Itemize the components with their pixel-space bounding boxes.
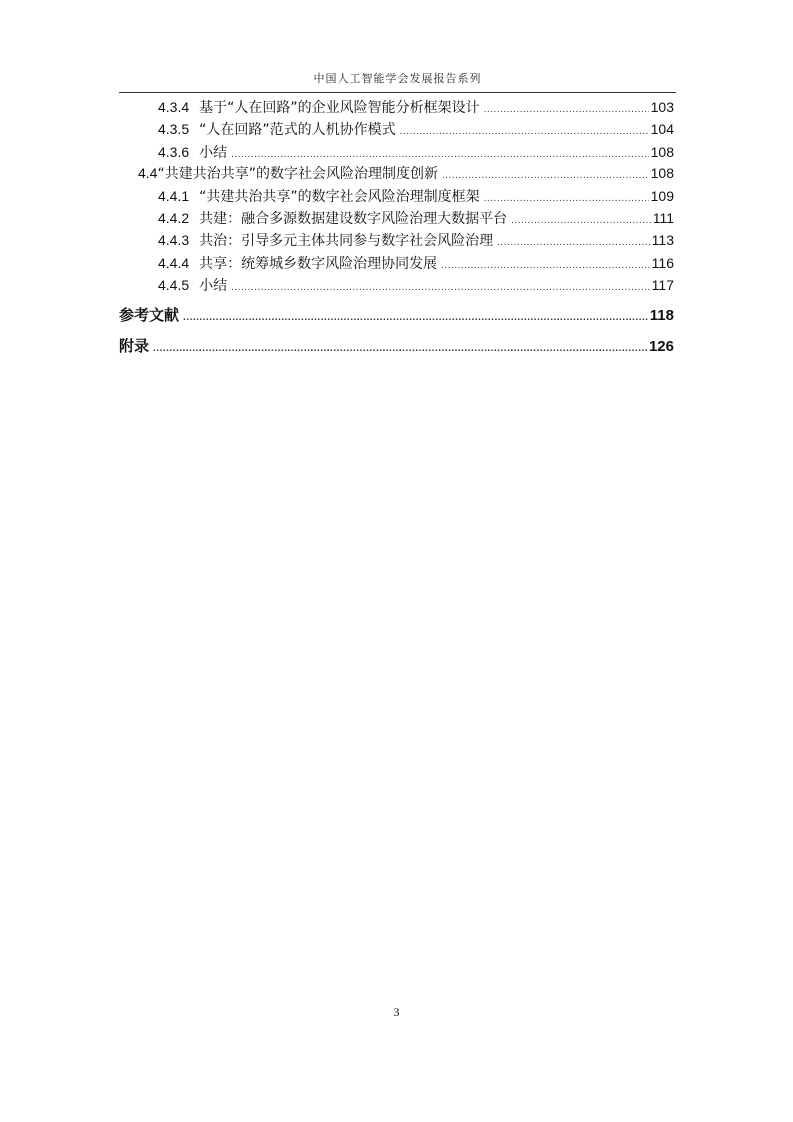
toc-entry-4-4-2[interactable] bbox=[158, 207, 674, 229]
toc-dot-leader bbox=[400, 121, 649, 143]
toc-entry-title: 共建：融合多源数据建设数字风险治理大数据平台 bbox=[199, 211, 508, 227]
toc-entry-title: 小结 bbox=[199, 145, 228, 161]
toc-entry-number: 4.4 bbox=[138, 165, 158, 181]
toc-entry-appendix[interactable] bbox=[119, 331, 674, 361]
toc-entry-number: 4.4.4 bbox=[158, 255, 190, 271]
toc-entry-page: 126 bbox=[648, 338, 674, 355]
toc-entry-page: 118 bbox=[649, 307, 674, 324]
toc-entry-number: 4.3.4 bbox=[158, 99, 190, 115]
toc-entry-page: 111 bbox=[652, 210, 674, 226]
toc-dot-leader bbox=[231, 277, 650, 299]
toc-entry-number: 4.4.1 bbox=[158, 188, 190, 204]
toc-entry-title: 共享：统筹城乡数字风险治理协同发展 bbox=[199, 256, 438, 272]
toc-entry-title: 基于“人在回路”的企业风险智能分析框架设计 bbox=[199, 100, 480, 116]
running-header: 中国人工智能学会发展报告系列 bbox=[313, 72, 482, 85]
toc-entry-4-4-4[interactable] bbox=[158, 252, 674, 274]
toc-entry-number: 4.4.2 bbox=[158, 210, 190, 226]
toc-entry-page: 113 bbox=[651, 232, 674, 248]
toc-entry-number: 4.3.6 bbox=[158, 144, 190, 160]
toc-entry-page: 108 bbox=[650, 144, 674, 160]
toc-entry-title: 小结 bbox=[199, 278, 228, 294]
toc-entry-number: 4.3.5 bbox=[158, 121, 190, 137]
toc-entry-title: “人在回路”范式的人机协作模式 bbox=[199, 122, 396, 138]
toc-entry-page: 108 bbox=[650, 165, 674, 181]
toc-entry-title: 参考文献 bbox=[119, 306, 180, 324]
toc-entry-page: 104 bbox=[650, 121, 674, 137]
toc-entry-title: “共建共治共享”的数字社会风险治理制度创新 bbox=[157, 166, 438, 182]
toc-entry-title: “共建共治共享”的数字社会风险治理制度框架 bbox=[199, 189, 480, 205]
toc-entry-references[interactable] bbox=[119, 300, 674, 330]
toc-entry-4-4-1[interactable] bbox=[158, 185, 674, 207]
toc-entry-4-3-4[interactable] bbox=[158, 96, 674, 118]
toc-entry-4-4-3[interactable] bbox=[158, 229, 674, 251]
toc-entry-number: 4.4.5 bbox=[158, 277, 190, 293]
toc-dot-leader bbox=[153, 334, 647, 364]
toc-entry-page: 116 bbox=[651, 255, 674, 271]
toc-entry-4-3-6[interactable] bbox=[158, 141, 674, 163]
toc-entry-title: 共治：引导多元主体共同参与数字社会风险治理 bbox=[199, 233, 494, 249]
page-number: 3 bbox=[393, 1005, 400, 1019]
toc-entry-page: 109 bbox=[650, 188, 674, 204]
toc-entry-title: 附录 bbox=[119, 337, 150, 355]
toc-dot-leader bbox=[183, 303, 648, 333]
toc-entry-4-4[interactable] bbox=[138, 162, 674, 184]
toc-entry-page: 103 bbox=[650, 99, 674, 115]
toc-entry-4-3-5[interactable] bbox=[158, 118, 674, 140]
toc-dot-leader bbox=[497, 232, 650, 254]
toc-entry-4-4-5[interactable] bbox=[158, 274, 674, 296]
toc-entry-page: 117 bbox=[651, 277, 674, 293]
toc-entry-number: 4.4.3 bbox=[158, 232, 190, 248]
toc-dot-leader bbox=[442, 165, 649, 187]
